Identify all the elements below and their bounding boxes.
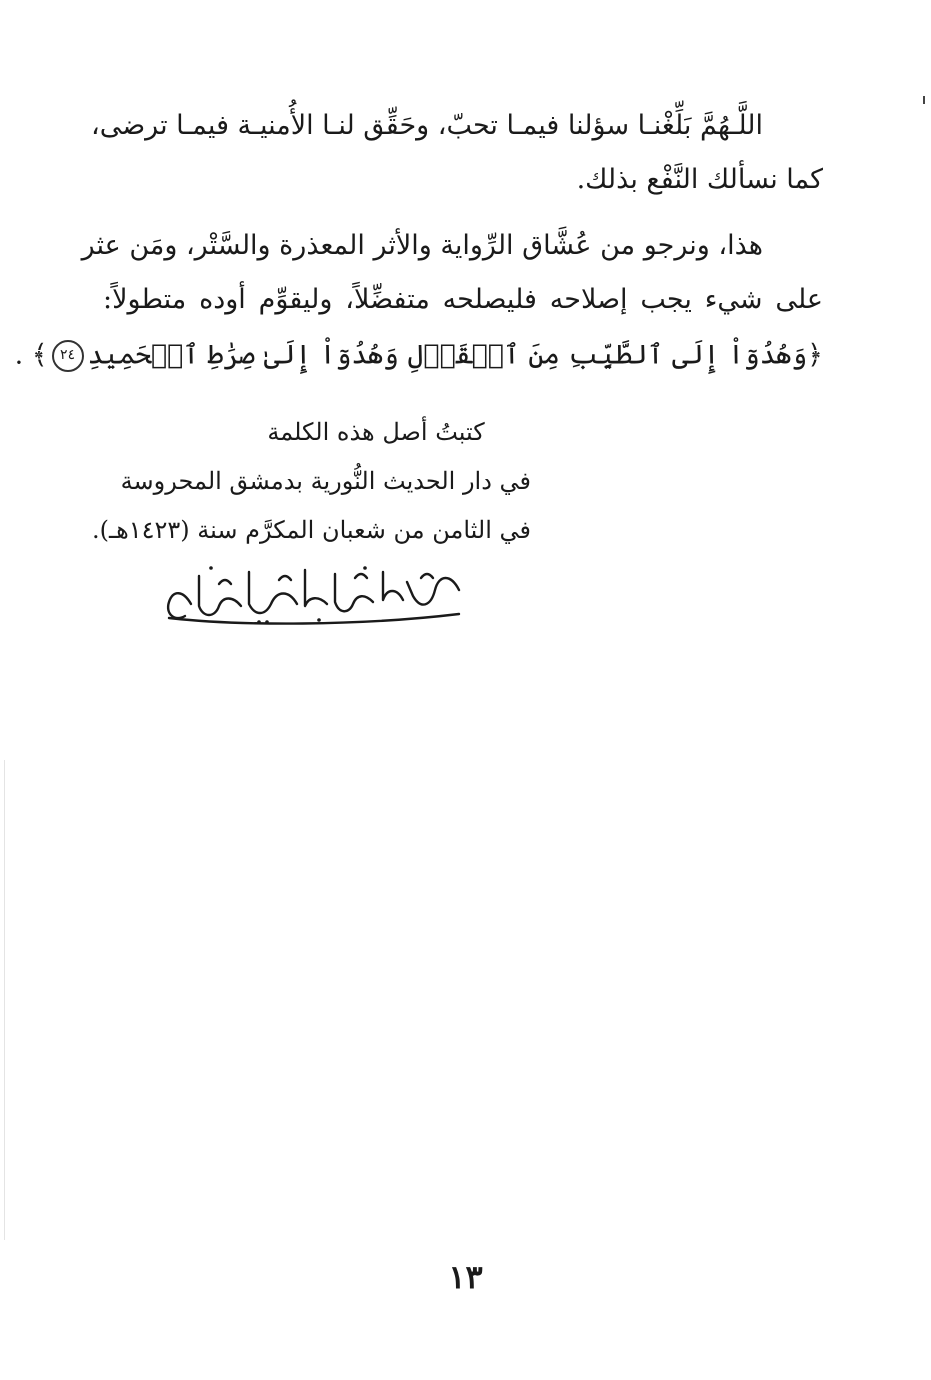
apology-line-2: على شيء يجب إصلاحه فليصلحه متفضِّلاً، وليقوِّم أوده متطولاً: — [103, 284, 823, 315]
calligraphic-signature — [159, 560, 469, 630]
quran-verse-line — [14, 339, 823, 394]
signoff-line-2: في دار الحديث النُّورية بدمشق المحروسة — [120, 467, 531, 495]
margin-line — [4, 760, 5, 1240]
signoff-line-3: في الثامن من شعبان المكرَّم سنة (١٤٢٣هـ). — [92, 516, 531, 544]
apology-paragraph — [14, 230, 823, 394]
signoff-line-1: كتبتُ أصل هذه الكلمة — [267, 418, 485, 446]
prayer-paragraph — [91, 110, 823, 220]
margin-mark — [923, 96, 925, 104]
author-signoff — [92, 418, 531, 565]
page-number: ١٣ — [448, 1258, 483, 1296]
apology-line-1: هذا، ونرجو من عُشَّاق الرِّواية والأثر المعذرة والسَّتْر، ومَن عثر — [81, 230, 763, 261]
prayer-line-2: كما نسألك النَّفْع بذلك. — [576, 164, 823, 195]
quran-close-bracket: ﴾ — [31, 339, 48, 371]
quran-verse-text: وَهُدُوٓاْ إِلَى ٱلطَّيِّبِ مِنَ ٱلۡقَوۡلِ وَهُدُوٓاْ إِلَىٰ صِرَٰطِ ٱلۡحَمِيدِ — [87, 339, 808, 371]
ayah-number-mark: ٢٤ — [52, 340, 84, 372]
prayer-line-1: اللَّـهُمَّ بَلِّغْنـا سؤلنا فيمـا تحبّ، وحَقِّق لنـا الأُمنيـة فيمـا ترضى، — [91, 110, 763, 141]
quran-open-bracket: ﴿ — [807, 339, 823, 371]
closing-period: . — [14, 339, 24, 371]
